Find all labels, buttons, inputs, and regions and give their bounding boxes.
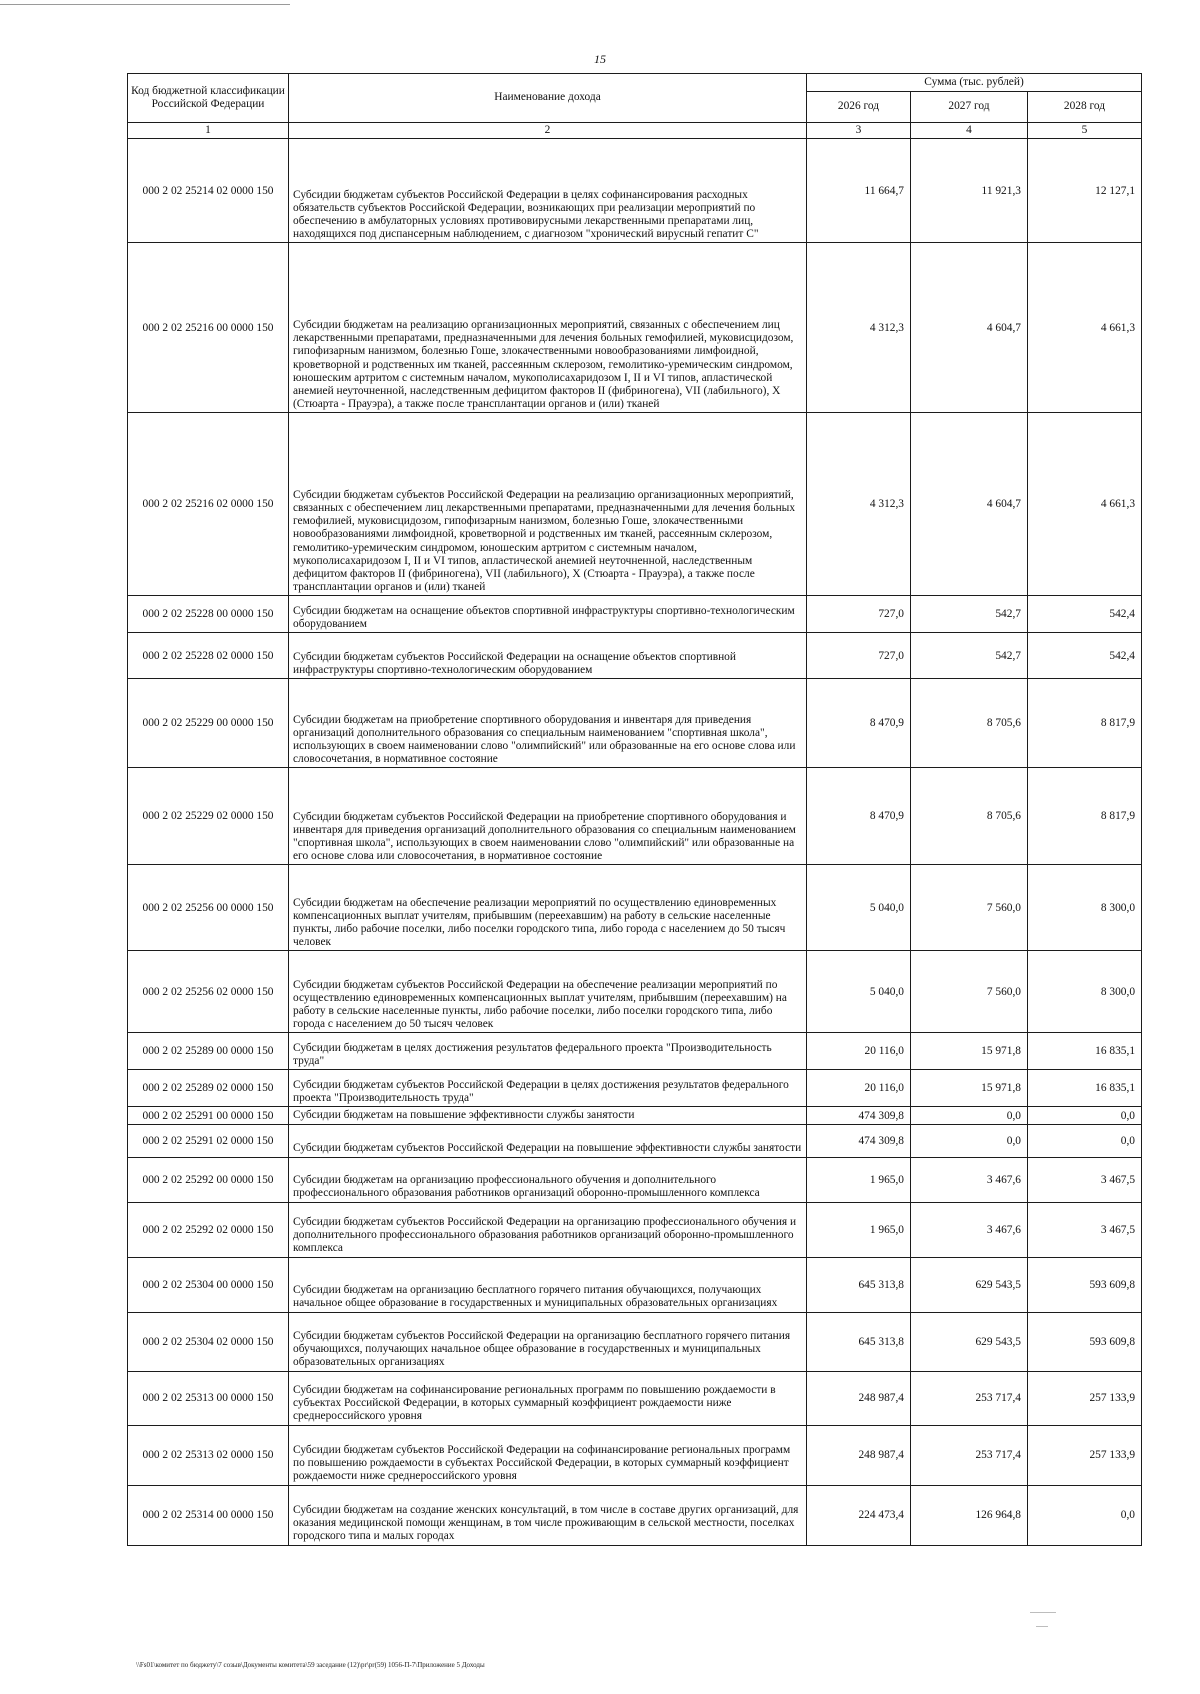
amount-2026-cell: 8 470,9 [807,768,911,865]
amount-2026-cell: 1 965,0 [807,1202,911,1257]
scan-mark [1030,1612,1056,1613]
amount-2026-cell: 474 309,8 [807,1124,911,1157]
revenue-table [127,73,1142,1546]
amount-2027-cell: 4 604,7 [911,243,1028,413]
table-row [128,951,1142,1033]
column-number-3: 3 [807,123,911,139]
amount-2028-cell: 593 609,8 [1028,1312,1142,1371]
amount-2026-cell: 5 040,0 [807,951,911,1033]
code-cell: 000 2 02 25313 02 0000 150 [128,1425,289,1485]
code-cell: 000 2 02 25216 00 0000 150 [128,243,289,413]
amount-2027-cell: 4 604,7 [911,413,1028,596]
amount-2026-cell: 4 312,3 [807,243,911,413]
table-row [128,1124,1142,1157]
amount-2026-cell: 4 312,3 [807,413,911,596]
name-cell: Субсидии бюджетам в целях достижения результатов федерального проекта "Производительность труда" [289,1033,807,1070]
name-cell: Субсидии бюджетам на реализацию организационных мероприятий, связанных с обеспечением лиц лекарственными препаратами, предназначенными для лечения больных гемофилией, муковисцидозом, гипофизарным нанизмом, болезнью Гоше, злокачественными новообразованиями лимфоидной, кроветворной и родственных им тканей, рассеянным склерозом, гемолитико-уремическим синдромом, юношеским артритом с системным началом, мукополисахаридозом I, II и VI типов, апластической анемией неуточненной, наследственным дефицитом факторов II (фибриногена), VII (лабильного), X (Стюарта - Прауэра), а также после трансплантации органов и (или) тканей [289,243,807,413]
name-cell: Субсидии бюджетам на организацию бесплатного горячего питания обучающихся, получающих начальное общее образование в государственных и муниципальных образовательных организациях [289,1257,807,1312]
amount-2026-cell: 20 116,0 [807,1070,911,1107]
code-cell: 000 2 02 25292 00 0000 150 [128,1157,289,1202]
amount-2028-cell: 8 300,0 [1028,865,1142,951]
table-row [128,596,1142,633]
header-year-2027: 2027 год [911,92,1028,123]
amount-2028-cell: 593 609,8 [1028,1257,1142,1312]
amount-2026-cell: 11 664,7 [807,139,911,243]
amount-2027-cell: 7 560,0 [911,865,1028,951]
name-cell: Субсидии бюджетам субъектов Российской Федерации на софинансирование региональных программ по повышению рождаемости в субъектах Российской Федерации, в которых суммарный коэффициент рождаемости ниже среднероссийского уровня [289,1425,807,1485]
code-cell: 000 2 02 25304 02 0000 150 [128,1312,289,1371]
amount-2026-cell: 248 987,4 [807,1425,911,1485]
name-cell: Субсидии бюджетам субъектов Российской Федерации в целях софинансирования расходных обязательств субъектов Российской Федерации, возникающих при реализации мероприятий по обеспечению в амбулаторных условиях противовирусными лекарственными препаратами лиц, находящихся под диспансерным наблюдением, с диагнозом "хронический вирусный гепатит С" [289,139,807,243]
column-number-4: 4 [911,123,1028,139]
amount-2027-cell: 0,0 [911,1124,1028,1157]
name-cell: Субсидии бюджетам на создание женских консультаций, в том числе в составе других организаций, для оказания медицинской помощи женщинам, в том числе проживающим в сельской местности, поселках городского типа и малых городах [289,1485,807,1545]
name-cell: Субсидии бюджетам субъектов Российской Федерации на оснащение объектов спортивной инфраструктуры спортивно-технологическим оборудованием [289,633,807,679]
code-cell: 000 2 02 25289 00 0000 150 [128,1033,289,1070]
code-cell: 000 2 02 25228 00 0000 150 [128,596,289,633]
amount-2028-cell: 257 133,9 [1028,1425,1142,1485]
header-year-2026: 2026 год [807,92,911,123]
name-cell: Субсидии бюджетам на оснащение объектов спортивной инфраструктуры спортивно-технологическим оборудованием [289,596,807,633]
amount-2026-cell: 727,0 [807,633,911,679]
amount-2027-cell: 7 560,0 [911,951,1028,1033]
header-code: Код бюджетной классификации Российской Федерации [128,74,289,123]
name-cell: Субсидии бюджетам субъектов Российской Федерации на приобретение спортивного оборудования и инвентаря для приведения организаций дополнительного образования со специальным наименованием "спортивная школа", использующих в своем наименовании слово "олимпийский" или образованные на его основе слова или словосочетания, в нормативное состояние [289,768,807,865]
header-year-2028: 2028 год [1028,92,1142,123]
amount-2027-cell: 15 971,8 [911,1070,1028,1107]
table-row [128,1033,1142,1070]
header-sum: Сумма (тыс. рублей) [807,74,1142,92]
amount-2026-cell: 645 313,8 [807,1257,911,1312]
amount-2026-cell: 20 116,0 [807,1033,911,1070]
name-cell: Субсидии бюджетам на приобретение спортивного оборудования и инвентаря для приведения организаций дополнительного образования со специальным наименованием "спортивная школа", использующих в своем наименовании слово "олимпийский" или образованные на его основе слова или словосочетания, в нормативное состояние [289,679,807,768]
amount-2027-cell: 253 717,4 [911,1425,1028,1485]
table-row [128,865,1142,951]
name-cell: Субсидии бюджетам на повышение эффективности службы занятости [289,1107,807,1124]
table-row [128,413,1142,596]
amount-2026-cell: 248 987,4 [807,1371,911,1425]
code-cell: 000 2 02 25256 02 0000 150 [128,951,289,1033]
table-row [128,1070,1142,1107]
amount-2028-cell: 4 661,3 [1028,243,1142,413]
amount-2028-cell: 4 661,3 [1028,413,1142,596]
header-name: Наименование дохода [289,74,807,123]
table-row [128,1157,1142,1202]
name-cell: Субсидии бюджетам субъектов Российской Федерации в целях достижения результатов федерального проекта "Производительность труда" [289,1070,807,1107]
code-cell: 000 2 02 25292 02 0000 150 [128,1202,289,1257]
table-row [128,139,1142,243]
name-cell: Субсидии бюджетам субъектов Российской Федерации на реализацию организационных мероприятий, связанных с обеспечением лиц лекарственными препаратами, предназначенными для лечения больных гемофилией, муковисцидозом, гипофизарным нанизмом, болезнью Гоше, злокачественными новообразованиями лимфоидной, кроветворной и родственных им тканей, рассеянным склерозом, гемолитико-уремическим синдромом, юношеским артритом с системным началом, мукополисахаридозом I, II и VI типов, апластической анемией неуточненной, наследственным дефицитом факторов II (фибриногена), VII (лабильного), X (Стюарта - Прауэра), а также после трансплантации органов и (или) тканей [289,413,807,596]
column-number-5: 5 [1028,123,1142,139]
table-row [128,1425,1142,1485]
table-row [128,1257,1142,1312]
footer-file-path: \\Fs01\комитет по бюджету\7 созыв\Документы комитета\59 заседание (12)\pr\pr(59) 1056-П-7\Приложение 5 Доходы [136,1661,485,1669]
table-row [128,1202,1142,1257]
amount-2028-cell: 8 817,9 [1028,768,1142,865]
amount-2026-cell: 8 470,9 [807,679,911,768]
amount-2027-cell: 542,7 [911,633,1028,679]
column-number-2: 2 [289,123,807,139]
table-row [128,768,1142,865]
amount-2028-cell: 8 300,0 [1028,951,1142,1033]
name-cell: Субсидии бюджетам на организацию профессионального обучения и дополнительного профессионального образования работников организаций оборонно-промышленного комплекса [289,1157,807,1202]
code-cell: 000 2 02 25214 02 0000 150 [128,139,289,243]
amount-2028-cell: 16 835,1 [1028,1070,1142,1107]
amount-2026-cell: 645 313,8 [807,1312,911,1371]
name-cell: Субсидии бюджетам субъектов Российской Федерации на организацию профессионального обучения и дополнительного профессионального образования работников организаций оборонно-промышленного комплекса [289,1202,807,1257]
table-row [128,1371,1142,1425]
code-cell: 000 2 02 25314 00 0000 150 [128,1485,289,1545]
page-number: 15 [594,52,606,66]
amount-2028-cell: 0,0 [1028,1124,1142,1157]
amount-2027-cell: 629 543,5 [911,1312,1028,1371]
code-cell: 000 2 02 25289 02 0000 150 [128,1070,289,1107]
amount-2028-cell: 0,0 [1028,1107,1142,1124]
code-cell: 000 2 02 25291 02 0000 150 [128,1124,289,1157]
code-cell: 000 2 02 25256 00 0000 150 [128,865,289,951]
table-row [128,679,1142,768]
amount-2028-cell: 257 133,9 [1028,1371,1142,1425]
amount-2027-cell: 8 705,6 [911,768,1028,865]
code-cell: 000 2 02 25291 00 0000 150 [128,1107,289,1124]
amount-2028-cell: 542,4 [1028,596,1142,633]
amount-2028-cell: 0,0 [1028,1485,1142,1545]
name-cell: Субсидии бюджетам на обеспечение реализации мероприятий по осуществлению единовременных компенсационных выплат учителям, прибывшим (переехавшим) на работу в сельские населенные пункты, либо рабочие поселки, либо поселки городского типа, либо города с населением до 50 тысяч человек [289,865,807,951]
name-cell: Субсидии бюджетам субъектов Российской Федерации на повышение эффективности службы занятости [289,1124,807,1157]
name-cell: Субсидии бюджетам субъектов Российской Федерации на организацию бесплатного горячего питания обучающихся, получающих начальное общее образование в государственных и муниципальных образовательных организациях [289,1312,807,1371]
code-cell: 000 2 02 25216 02 0000 150 [128,413,289,596]
amount-2027-cell: 3 467,6 [911,1202,1028,1257]
amount-2028-cell: 3 467,5 [1028,1202,1142,1257]
amount-2026-cell: 727,0 [807,596,911,633]
table-row [128,1485,1142,1545]
code-cell: 000 2 02 25229 00 0000 150 [128,679,289,768]
amount-2028-cell: 8 817,9 [1028,679,1142,768]
table-row [128,1312,1142,1371]
amount-2028-cell: 16 835,1 [1028,1033,1142,1070]
amount-2027-cell: 0,0 [911,1107,1028,1124]
amount-2026-cell: 1 965,0 [807,1157,911,1202]
amount-2027-cell: 15 971,8 [911,1033,1028,1070]
amount-2028-cell: 3 467,5 [1028,1157,1142,1202]
table-body [128,139,1142,1545]
amount-2027-cell: 629 543,5 [911,1257,1028,1312]
code-cell: 000 2 02 25313 00 0000 150 [128,1371,289,1425]
table-row [128,1107,1142,1124]
code-cell: 000 2 02 25229 02 0000 150 [128,768,289,865]
amount-2028-cell: 12 127,1 [1028,139,1142,243]
code-cell: 000 2 02 25304 00 0000 150 [128,1257,289,1312]
table-header [128,74,1142,139]
name-cell: Субсидии бюджетам субъектов Российской Федерации на обеспечение реализации мероприятий по осуществлению единовременных компенсационных выплат учителям, прибывшим (переехавшим) на работу в сельские населенные пункты, либо рабочие поселки, либо поселки городского типа, либо города с населением до 50 тысяч человек [289,951,807,1033]
amount-2026-cell: 474 309,8 [807,1107,911,1124]
amount-2027-cell: 3 467,6 [911,1157,1028,1202]
column-number-1: 1 [128,123,289,139]
scan-mark [1036,1626,1048,1627]
amount-2027-cell: 253 717,4 [911,1371,1028,1425]
amount-2026-cell: 5 040,0 [807,865,911,951]
amount-2027-cell: 8 705,6 [911,679,1028,768]
amount-2026-cell: 224 473,4 [807,1485,911,1545]
code-cell: 000 2 02 25228 02 0000 150 [128,633,289,679]
scan-edge-line [0,4,290,5]
table-row [128,243,1142,413]
amount-2027-cell: 11 921,3 [911,139,1028,243]
name-cell: Субсидии бюджетам на софинансирование региональных программ по повышению рождаемости в субъектах Российской Федерации, в которых суммарный коэффициент рождаемости ниже среднероссийского уровня [289,1371,807,1425]
table-row [128,633,1142,679]
amount-2027-cell: 542,7 [911,596,1028,633]
amount-2027-cell: 126 964,8 [911,1485,1028,1545]
amount-2028-cell: 542,4 [1028,633,1142,679]
